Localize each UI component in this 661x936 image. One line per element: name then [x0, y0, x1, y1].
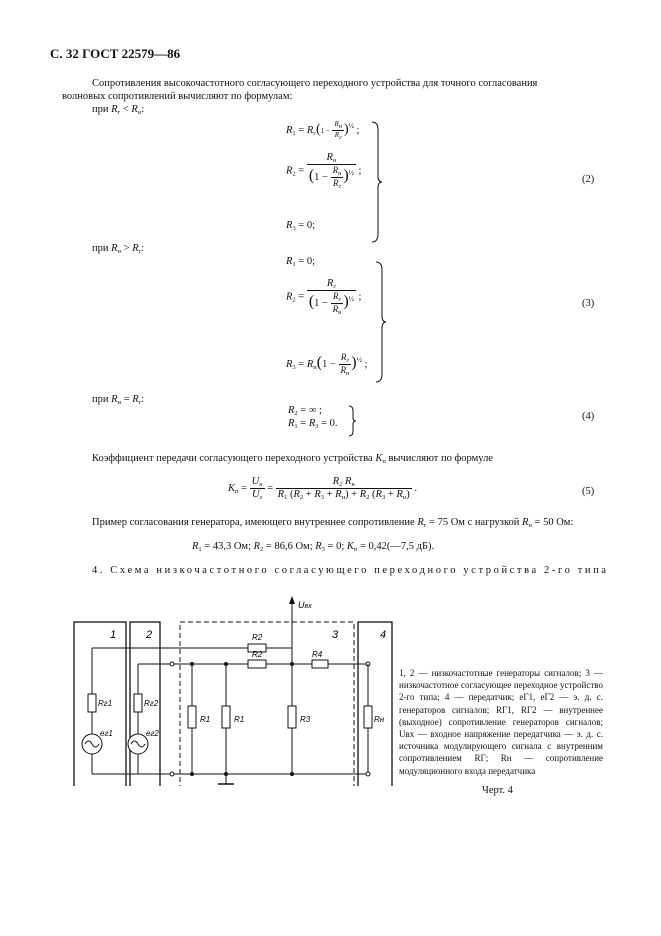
example-results: $R_1 = 43,3$ Ом; $R_2 = 86,6$ Ом; $R_3 = 0$; $K_п$ = 0,42(—7,5 дБ). [192, 541, 435, 553]
block-4 [358, 622, 392, 786]
equation-number-5: (5) [582, 486, 595, 497]
eq3-r1: $R_1 = 0$; [286, 256, 316, 268]
r1-label-b: R1 [234, 715, 245, 724]
eg2-label: eг2 [146, 729, 159, 738]
intro-line-1: Сопротивления высокочастотного согласующего переходного устройства для точного согласования [92, 78, 538, 89]
eq2-r2: $R_2$ = $R_н$ (1 − $\frac{R_н}{R_г}$ )$^{\frac{1}{2}}$ ; [286, 152, 362, 190]
figure-caption: Черт. 4 [482, 785, 513, 796]
example-text: Пример согласования генератора, имеющего внутреннее сопротивление $R_г = 75$ Ом с нагрузкой $R_н = 50$ Ом: [92, 517, 574, 529]
block-label-2: 2 [146, 629, 153, 641]
r2-label-top: R2 [252, 633, 263, 642]
eq3-r3: $R_3 = R_н(1$ − $\frac{R_г}{R_н}$ )$^{\frac{1}{2}}$ ; [286, 352, 368, 377]
eq3-r2: $R_2$ = $R_г$ (1 − $\frac{R_г}{R_н}$ )$^{\frac{1}{2}}$ ; [286, 278, 362, 316]
rg2-label: Rг2 [144, 699, 159, 708]
eq2-r3: $R_3 = 0$; [286, 220, 316, 232]
equation-number-4: (4) [582, 411, 595, 422]
condition-2: при $R_н > R_г$: [92, 243, 145, 255]
uvx-label: Uвх [298, 600, 312, 610]
eq4-line-2: $R_1 = R_3 = 0$. [288, 418, 338, 430]
eg1-label: eг1 [100, 729, 113, 738]
eq2-r1: $R_1 = R_г(1$ − $\frac{Rн}{Rг}$ )$^{\frac{1}{2}}$ ; [286, 120, 360, 141]
condition-1: при $R_г < R_н$: [92, 104, 145, 116]
eq4-line-1: $R_2$ = ∞ ; [288, 405, 322, 417]
equation-number-3: (3) [582, 298, 595, 309]
r4-label: R4 [312, 650, 323, 659]
section-heading: 4. Схема низкочастотного согласующего переходного устройства 2-го типа [92, 565, 609, 576]
eq5: $K_п$ = $\frac{U_н}{U_г}$ = $\frac{R_2 R_н}{R_1 (R_2 + R_3 + R_н) + R_2 (R_3 + R_н)}$ . [228, 476, 418, 501]
block-label-1: 1 [110, 629, 117, 641]
block-3 [180, 622, 354, 786]
r1-label-a: R1 [200, 715, 211, 724]
block-label-4: 4 [380, 629, 387, 641]
equation-number-2: (2) [582, 174, 595, 185]
eq3-brace [374, 260, 388, 384]
condition-3: при $R_н = R_г$: [92, 394, 145, 406]
intro-line-2: волновых сопротивлений вычисляют по формулам: [62, 91, 293, 102]
rg1-label: Rг1 [98, 699, 113, 708]
eq4-brace [348, 405, 358, 437]
coefficient-text: Коэффициент передачи согласующего переходного устройства $K_п$ вычисляют по формуле [92, 453, 493, 465]
r3-label: R3 [300, 715, 311, 724]
circuit-diagram [70, 596, 400, 786]
page-header: С. 32 ГОСТ 22579—86 [50, 46, 181, 61]
r2-label: R2 [252, 650, 263, 659]
rn-label: Rн [374, 715, 385, 724]
block-label-3: 3 [332, 629, 339, 641]
eq2-brace [370, 120, 384, 244]
figure-legend: 1, 2 — низкочастотные генераторы сигналов; 3 — низкочастотное согласующее переходное устройство 2-го типа; 4 — передатчик; eГ1, eГ2 — э. д. с. генераторов сигналов; RГ1, RГ2 — внутреннее (выходное) сопротивление генераторов сигналов; Uвх — входное напряжение передатчика — э. д. с. источника модулирующего сигнала с внутренним сопротивлением RГ; Rн — сопротивление модуляционного входа передатчика [399, 668, 603, 776]
